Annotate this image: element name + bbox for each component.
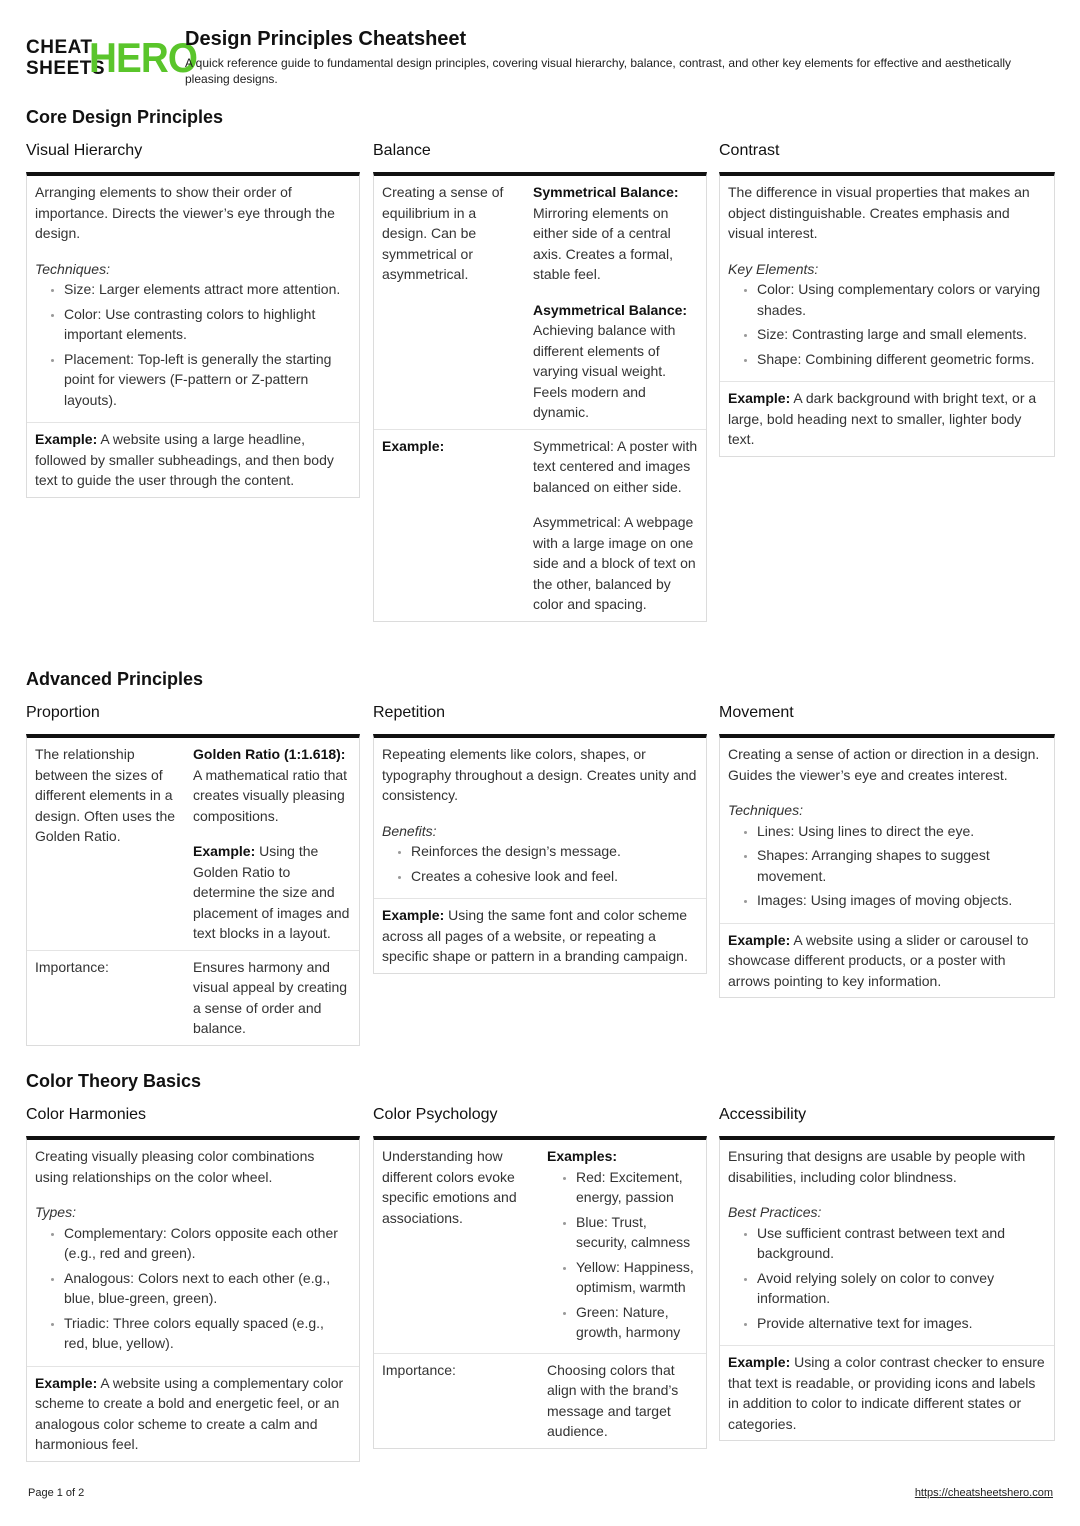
accessibility-list bbox=[728, 1223, 1046, 1334]
balance-intro: Creating a sense of equilibrium in a design. Can be symmetrical or asymmetrical. bbox=[382, 184, 504, 282]
list-item: • Avoid relying solely on color to convey information. bbox=[757, 1268, 1046, 1309]
page-number: Page 1 of 2 bbox=[28, 1487, 85, 1499]
example-text: Using a color contrast checker to ensure that text is readable, or providing icons and labels in addition to color to indicate different states or categories. bbox=[728, 1354, 1045, 1432]
list-item: • Placement: Top-left is generally the starting point for viewers (F-pattern or Z-pattern layouts). bbox=[64, 349, 351, 411]
color-harmonies-example bbox=[27, 1366, 359, 1461]
movement-intro: Creating a sense of action or direction in a design. Guides the viewer’s eye and creates interest. bbox=[728, 746, 1040, 783]
card-title-contrast: Contrast bbox=[719, 142, 780, 159]
list-item: • Size: Larger elements attract more attention. bbox=[64, 279, 351, 300]
footer-website-link[interactable]: https://cheatsheetshero.com bbox=[914, 1487, 1053, 1499]
proportion-golden-label: Golden Ratio (1:1.618): bbox=[193, 746, 346, 762]
list-item: • Creates a cohesive look and feel. bbox=[411, 866, 698, 887]
card-title-color-harmonies: Color Harmonies bbox=[26, 1106, 147, 1123]
color-psychology-importance-text: Choosing colors that align with the brand’s message and target audience. bbox=[539, 1353, 706, 1448]
page-header bbox=[26, 28, 1056, 88]
example-label: Example: bbox=[35, 431, 98, 447]
proportion-example-text: Using the Golden Ratio to determine the size and placement of images and text blocks in a layout. bbox=[193, 843, 350, 941]
list-item: • Shapes: Arranging shapes to suggest movement. bbox=[757, 845, 1046, 886]
card-color-psychology bbox=[373, 1136, 707, 1449]
list-item: • Use sufficient contrast between text and background. bbox=[757, 1223, 1046, 1264]
contrast-list-label: Key Elements bbox=[728, 260, 815, 277]
visual-hierarchy-list-label: Techniques bbox=[35, 260, 107, 277]
contrast-example bbox=[720, 381, 1054, 456]
movement-example bbox=[720, 923, 1054, 998]
list-item: • Shape: Combining different geometric forms. bbox=[757, 349, 1046, 370]
balance-asym-label: Asymmetrical Balance: bbox=[533, 301, 688, 318]
example-label: Example: bbox=[728, 390, 791, 406]
color-psychology-list bbox=[547, 1167, 698, 1343]
card-title-visual-hierarchy: Visual Hierarchy bbox=[26, 142, 143, 159]
list-item: • Blue: Trust, security, calmness bbox=[576, 1212, 698, 1253]
card-visual-hierarchy: Arranging elements to show their order of importance. Directs the viewer’s eye through the design. Techniques: • Size: Larger elements attract more attention. • Color: Use contrasting colors to highlight important elements. • Placement: Top-left is generally the starting point for viewers (F-pattern or Z-pattern layouts). Example: A website using a large headline, followed by smaller subheadings, and then body text to guide the user through the content. bbox=[26, 172, 360, 498]
accessibility-example bbox=[720, 1345, 1054, 1440]
card-movement: Creating a sense of action or direction in a design. Guides the viewer’s eye and creates interest. Techniques: • Lines: Using lines to direct the eye. • Shapes: Arranging shapes to suggest movement. • Images: Using images of moving objects. Example: A website using a slider or carousel to showcase different products, or a poster with arrows pointing to key information. bbox=[719, 734, 1055, 998]
repetition-list-label: Benefits bbox=[382, 822, 433, 839]
card-title-repetition: Repetition bbox=[373, 704, 446, 721]
section-title-advanced: Advanced Principles bbox=[26, 669, 204, 689]
example-text: A website using a slider or carousel to showcase different products, or a poster with arrows pointing to key information. bbox=[728, 931, 1029, 989]
list-item: • Provide alternative text for images. bbox=[757, 1313, 1046, 1334]
card-repetition: Repeating elements like colors, shapes, or typography throughout a design. Creates unity and consistency. Benefits: • Reinforces the design’s message. • Creates a cohesive look and feel. Example: Using the same font and color scheme across all pages of a website, or repeating a specific shape or pattern in a branding campaign. bbox=[373, 734, 707, 974]
list-item: • Reinforces the design’s message. bbox=[411, 841, 698, 862]
card-proportion bbox=[26, 734, 360, 1046]
card-title-color-psychology: Color Psychology bbox=[373, 1106, 498, 1123]
list-item: • Green: Nature, growth, harmony bbox=[576, 1302, 698, 1343]
card-title-balance: Balance bbox=[373, 142, 431, 159]
card-title-movement: Movement bbox=[719, 704, 794, 721]
balance-asym-text: Achieving balance with different elements of varying visual weight. Feels modern and dynamic. bbox=[533, 322, 676, 420]
card-contrast: The difference in visual properties that makes an object distinguishable. Creates emphasis and visual interest. Key Elements: • Color: Using complementary colors or varying shades. • Size: Contrasting large and small elements. • Shape: Combining different geometric forms. Example: A dark background with bright text, or a large, bold heading next to smaller, lighter body text. bbox=[719, 172, 1055, 457]
section-title-color: Color Theory Basics bbox=[26, 1071, 202, 1091]
example-label: Example: bbox=[728, 1354, 791, 1370]
movement-list bbox=[728, 821, 1046, 911]
example-label: Example: bbox=[728, 931, 791, 948]
list-item: • Color: Use contrasting colors to highlight important elements. bbox=[64, 304, 351, 345]
accessibility-list-label: Best Practices bbox=[728, 1204, 818, 1220]
proportion-importance-label: Importance: bbox=[27, 950, 185, 1045]
visual-hierarchy-example bbox=[27, 422, 359, 497]
card-title-accessibility: Accessibility bbox=[719, 1106, 807, 1123]
repetition-example bbox=[374, 898, 706, 973]
example-label: Example: bbox=[35, 1374, 98, 1391]
visual-hierarchy-list bbox=[35, 279, 351, 410]
contrast-list bbox=[728, 279, 1046, 369]
logo-text-hero: HERO bbox=[89, 34, 197, 81]
example-text: Using the same font and color scheme across all pages of a website, or repeating a specific shape or pattern in a branding campaign. bbox=[382, 907, 688, 964]
card-accessibility: Ensuring that designs are usable by people with disabilities, including color blindness. Best Practices: • Use sufficient contrast between text and background. • Avoid relying solely on color to convey information. • Provide alternative text for images. Example: Using a color contrast checker to ensure that text is readable, or providing icons and labels in addition to color to indicate different states or categories. bbox=[719, 1136, 1055, 1441]
repetition-intro: Repeating elements like colors, shapes, or typography throughout a design. Creates unity and consistency. bbox=[382, 746, 697, 803]
logo-text-cheat: CHEAT bbox=[26, 37, 93, 58]
color-harmonies-list-label: Types bbox=[35, 1204, 73, 1220]
logo-text-sheets: SHEETS bbox=[26, 58, 106, 79]
list-item: • Triadic: Three colors equally spaced (e.g., red, blue, yellow). bbox=[64, 1313, 351, 1354]
list-item: • Analogous: Colors next to each other (e.g., blue, blue-green, green). bbox=[64, 1268, 351, 1309]
repetition-list bbox=[382, 841, 698, 886]
accessibility-intro: Ensuring that designs are usable by people with disabilities, including color blindness. bbox=[728, 1148, 1026, 1185]
list-item: • Images: Using images of moving objects. bbox=[757, 890, 1046, 911]
proportion-example-label: Example: bbox=[193, 843, 256, 859]
color-harmonies-list bbox=[35, 1223, 351, 1354]
example-text: A dark background with bright text, or a large, bold heading next to smaller, lighter body text. bbox=[728, 390, 1037, 447]
balance-sym-label: Symmetrical Balance: bbox=[533, 184, 679, 200]
balance-example-label: Example: bbox=[382, 437, 445, 454]
cheatsheetshero-logo[interactable] bbox=[26, 34, 197, 81]
proportion-golden-text: A mathematical ratio that creates visually pleasing compositions. bbox=[193, 766, 348, 824]
example-text: A website using a large headline, followed by smaller subheadings, and then body text to guide the user through the content. bbox=[35, 431, 334, 488]
card-color-harmonies: Creating visually pleasing color combinations using relationships on the color wheel. Types: • Complementary: Colors opposite each other (e.g., red and green). • Analogous: Colors next to each other (e.g., blue, blue-green, green). • Triadic: Three colors equally spaced (e.g., red, blue, yellow). Example: A website using a complementary color scheme to create a bold and energetic feel, or an analogous color scheme to create a calm and harmonious feel. bbox=[26, 1136, 360, 1462]
balance-example-asym: Asymmetrical: A webpage with a large image on one side and a block of text on the other, balanced by color and spacing. bbox=[533, 514, 696, 612]
contrast-intro: The difference in visual properties that makes an object distinguishable. Creates emphasis and visual interest. bbox=[728, 184, 1030, 241]
section-title-core: Core Design Principles bbox=[26, 107, 224, 127]
color-harmonies-intro: Creating visually pleasing color combinations using relationships on the color wheel. bbox=[35, 1148, 315, 1185]
page-title: Design Principles Cheatsheet bbox=[185, 28, 467, 50]
color-psychology-intro: Understanding how different colors evoke specific emotions and associations. bbox=[382, 1148, 517, 1226]
list-item: • Complementary: Colors opposite each other (e.g., red and green). bbox=[64, 1223, 351, 1264]
example-label: Example: bbox=[382, 907, 445, 923]
visual-hierarchy-intro: Arranging elements to show their order of importance. Directs the viewer’s eye through the design. bbox=[35, 184, 335, 241]
proportion-importance-text: Ensures harmony and visual appeal by creating a sense of order and balance. bbox=[185, 950, 359, 1045]
color-psychology-importance-label: Importance: bbox=[374, 1353, 539, 1448]
card-title-proportion: Proportion bbox=[26, 704, 100, 721]
movement-list-label: Techniques bbox=[728, 802, 800, 818]
balance-sym-text: Mirroring elements on either side of a central axis. Creates a formal, stable feel. bbox=[533, 204, 674, 282]
list-item: • Lines: Using lines to direct the eye. bbox=[757, 821, 1046, 842]
color-psychology-examples-label: Examples: bbox=[547, 1148, 618, 1164]
example-text: A website using a complementary color scheme to create a bold and energetic feel, or an analogous color scheme to create a calm and harmonious feel. bbox=[35, 1374, 344, 1452]
list-item: • Color: Using complementary colors or varying shades. bbox=[757, 279, 1046, 320]
list-item: • Size: Contrasting large and small elements. bbox=[757, 324, 1046, 345]
list-item: • Red: Excitement, energy, passion bbox=[576, 1167, 698, 1208]
balance-example-sym: Symmetrical: A poster with text centered and images balanced on either side. bbox=[533, 437, 698, 495]
page-description: A quick reference guide to fundamental design principles, covering visual hierarchy, balance, contrast, and other key elements for effective and aesthetically pleasing designs. bbox=[185, 56, 1012, 86]
proportion-intro: The relationship between the sizes of different elements in a design. Often uses the Golden Ratio. bbox=[35, 746, 176, 844]
list-item: • Yellow: Happiness, optimism, warmth bbox=[576, 1257, 698, 1298]
card-balance bbox=[373, 172, 707, 622]
